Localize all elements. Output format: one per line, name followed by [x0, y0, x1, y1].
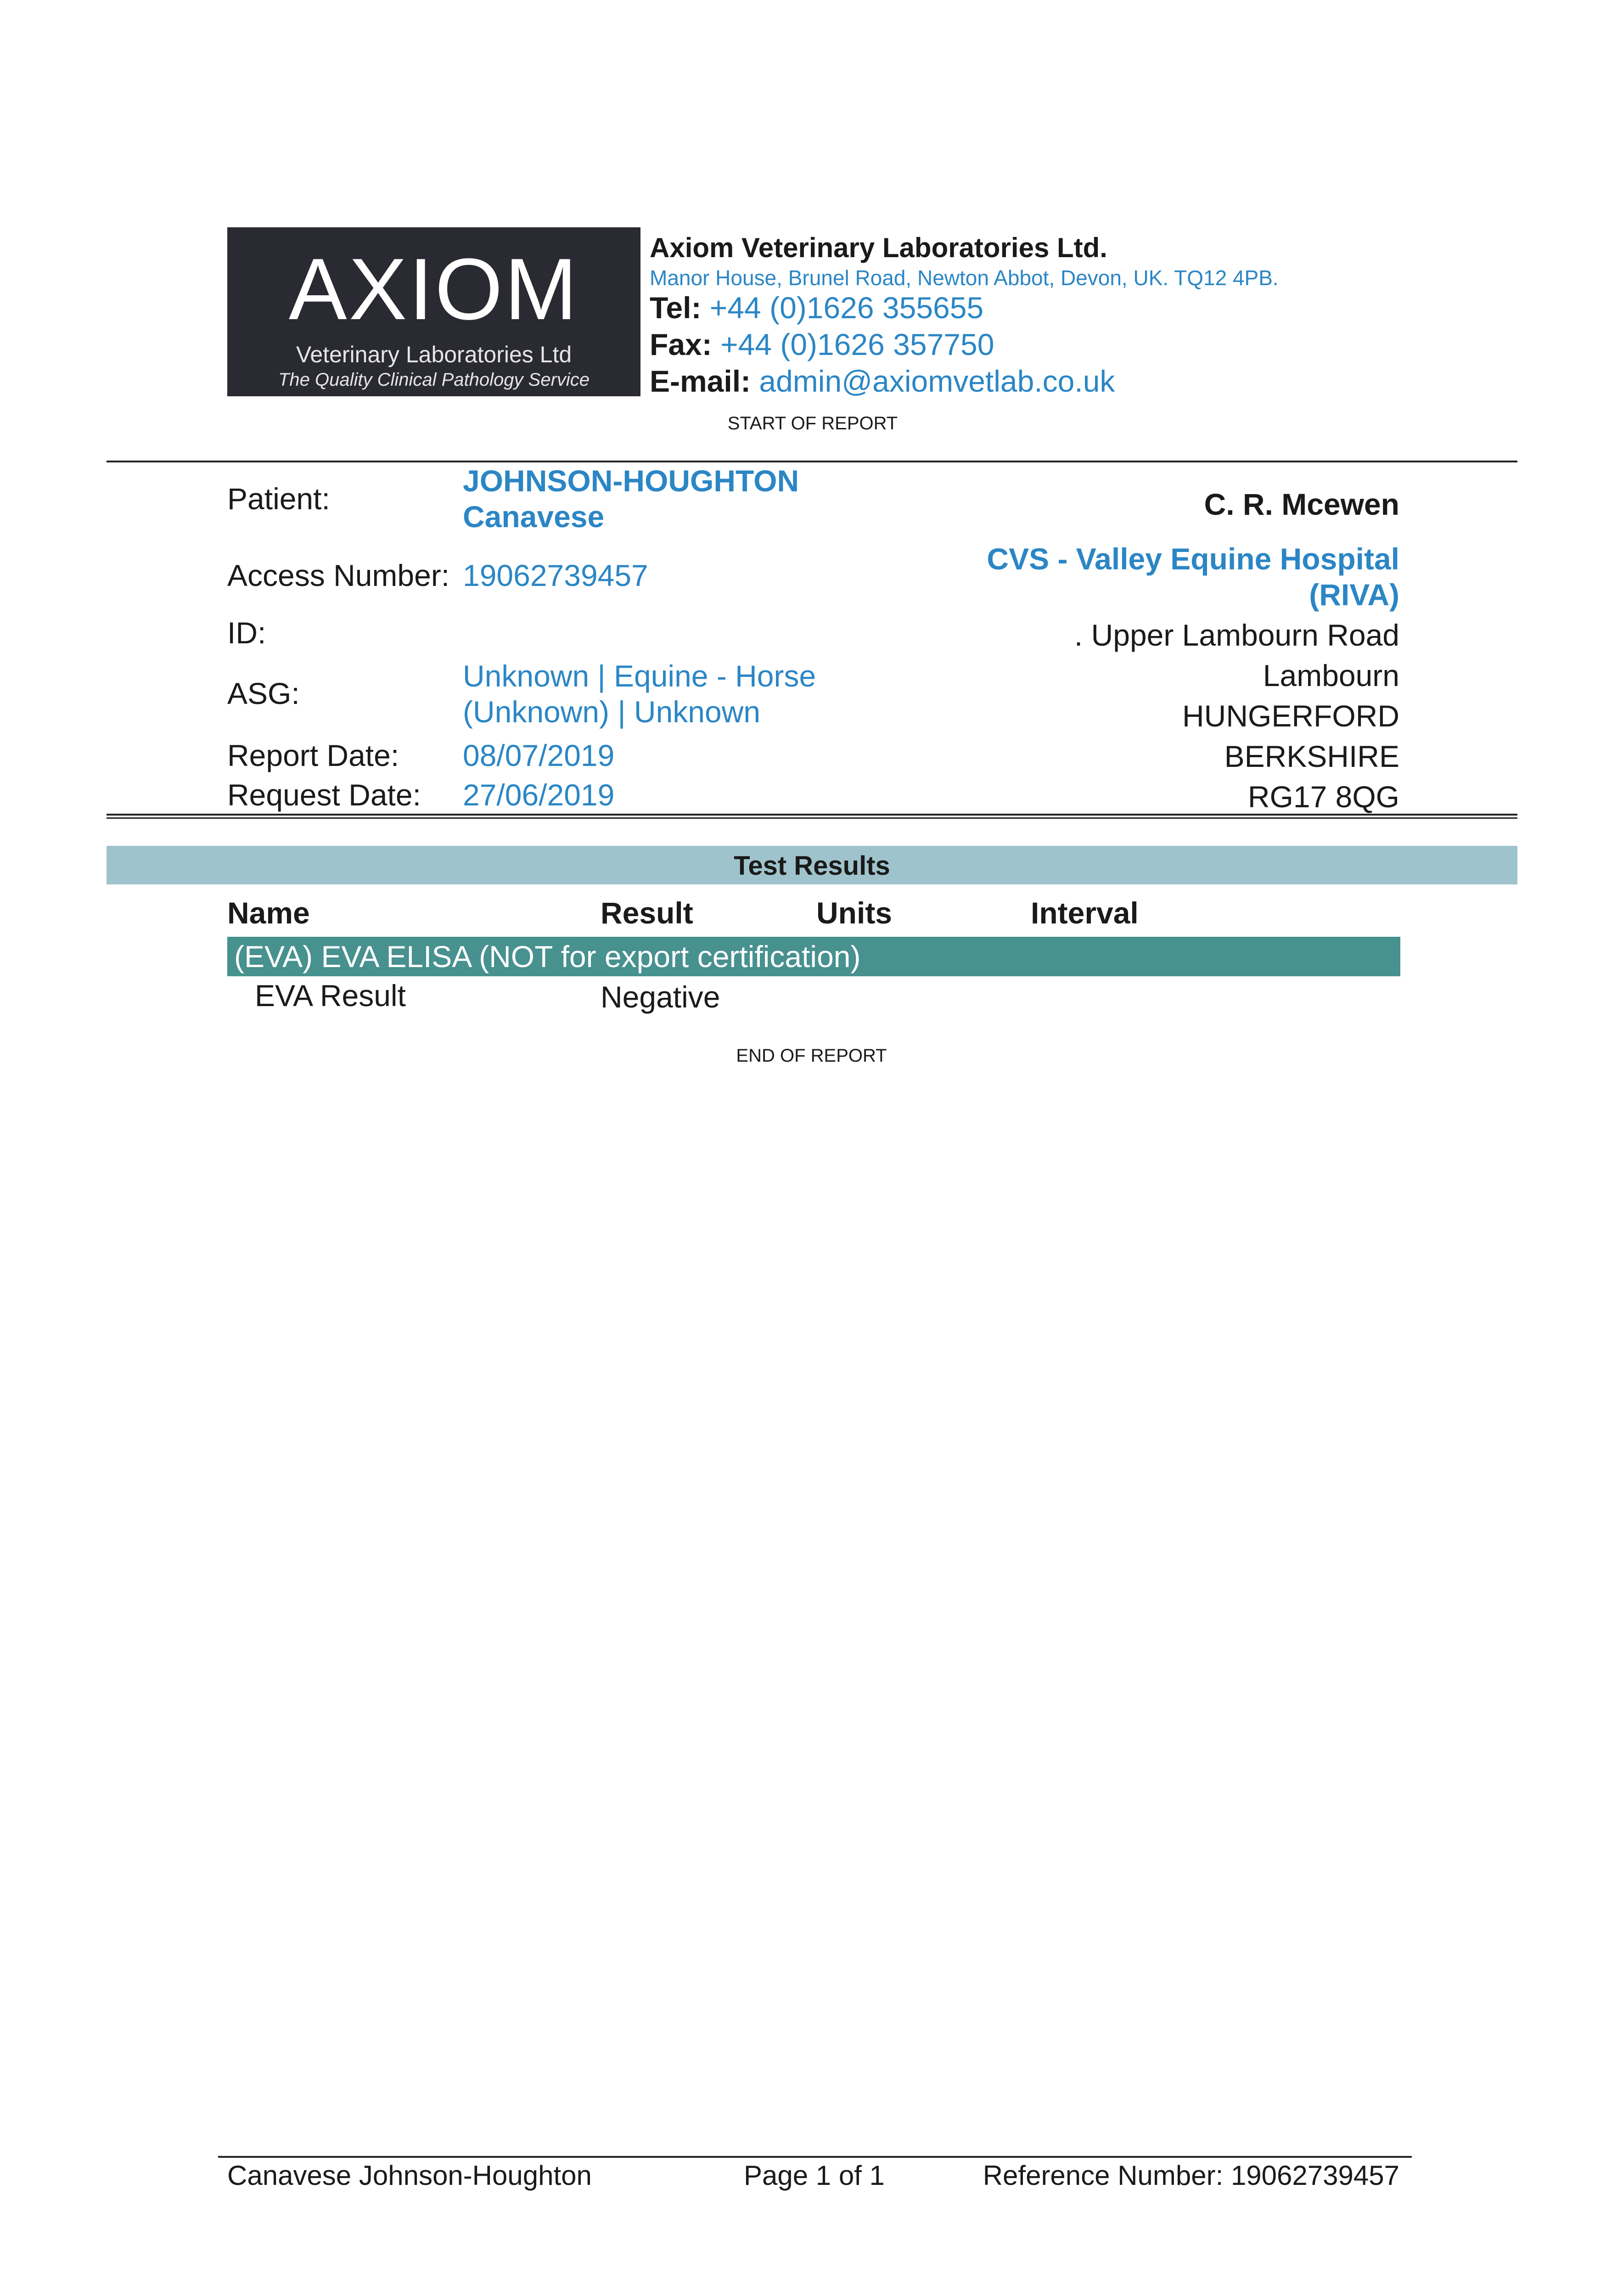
- header-divider: [107, 461, 1517, 462]
- fax-value: +44 (0)1626 357750: [720, 327, 994, 361]
- logo-wordmark: AXIOM: [288, 241, 579, 338]
- footer-patient: Canavese Johnson-Houghton: [227, 2160, 592, 2191]
- email-label: E-mail:: [650, 364, 751, 398]
- access-number: 19062739457: [463, 558, 648, 592]
- tel-label: Tel:: [650, 291, 702, 325]
- patient-label: Patient:: [227, 482, 330, 516]
- asg-line-1: Unknown | Equine - Horse: [463, 659, 816, 693]
- start-of-report: START OF REPORT: [727, 413, 898, 433]
- lab-tel: [650, 290, 983, 325]
- test-section-bar: [227, 937, 1400, 976]
- id-label: ID:: [227, 616, 266, 650]
- practice-address-county: BERKSHIRE: [1224, 739, 1399, 773]
- patient-surname: JOHNSON-HOUGHTON: [463, 464, 799, 498]
- test-results-title-bar: Test Results: [107, 846, 1517, 884]
- lab-email: [650, 364, 1115, 399]
- column-header-name: Name: [227, 896, 310, 930]
- practice-line-1: CVS - Valley Equine Hospital: [987, 542, 1399, 576]
- practice-address-street: . Upper Lambourn Road: [1074, 618, 1399, 652]
- asg-value: [463, 658, 816, 730]
- lab-address: Manor House, Brunel Road, Newton Abbot, Devon, UK. TQ12 4PB.: [650, 266, 1279, 290]
- practice-address-town: Lambourn: [1263, 658, 1399, 692]
- result-row-value: Negative: [601, 980, 720, 1014]
- lab-name: Axiom Veterinary Laboratories Ltd.: [650, 232, 1107, 263]
- patient-divider-upper: [107, 814, 1517, 816]
- access-number-label: Access Number:: [227, 558, 450, 592]
- lab-fax: [650, 327, 994, 362]
- asg-line-2: (Unknown) | Unknown: [463, 695, 761, 729]
- practice-line-2: (RIVA): [1309, 578, 1399, 612]
- practice-name: [987, 541, 1399, 613]
- email-link[interactable]: admin@axiomvetlab.co.uk: [759, 364, 1115, 398]
- column-header-units: Units: [816, 896, 892, 930]
- report-date-label: Report Date:: [227, 738, 399, 772]
- vet-name: C. R. Mcewen: [1204, 487, 1399, 521]
- column-header-interval: Interval: [1031, 896, 1139, 930]
- footer-page-number: Page 1 of 1: [744, 2160, 885, 2191]
- result-row-name: EVA Result: [255, 979, 406, 1013]
- fax-label: Fax:: [650, 327, 712, 361]
- patient-animal-name: Canavese: [463, 500, 605, 534]
- patient-divider-lower: [107, 817, 1517, 819]
- logo-tagline: The Quality Clinical Pathology Service: [278, 370, 590, 390]
- footer-reference-number: Reference Number: 19062739457: [983, 2160, 1399, 2191]
- axiom-logo: [227, 227, 640, 396]
- request-date-label: Request Date:: [227, 778, 421, 812]
- asg-label: ASG:: [227, 676, 300, 710]
- request-date: 27/06/2019: [463, 778, 615, 812]
- practice-address-city: HUNGERFORD: [1182, 699, 1399, 733]
- practice-address-postcode: RG17 8QG: [1247, 780, 1399, 814]
- test-section-title: (EVA) EVA ELISA (NOT for export certification): [234, 940, 861, 974]
- report-date: 08/07/2019: [463, 738, 615, 772]
- logo-subtitle: Veterinary Laboratories Ltd: [296, 342, 572, 367]
- footer-divider: [218, 2156, 1412, 2158]
- column-header-result: Result: [601, 896, 693, 930]
- end-of-report: END OF REPORT: [736, 1046, 887, 1066]
- patient-name: [463, 463, 799, 535]
- tel-value: +44 (0)1626 355655: [709, 291, 984, 325]
